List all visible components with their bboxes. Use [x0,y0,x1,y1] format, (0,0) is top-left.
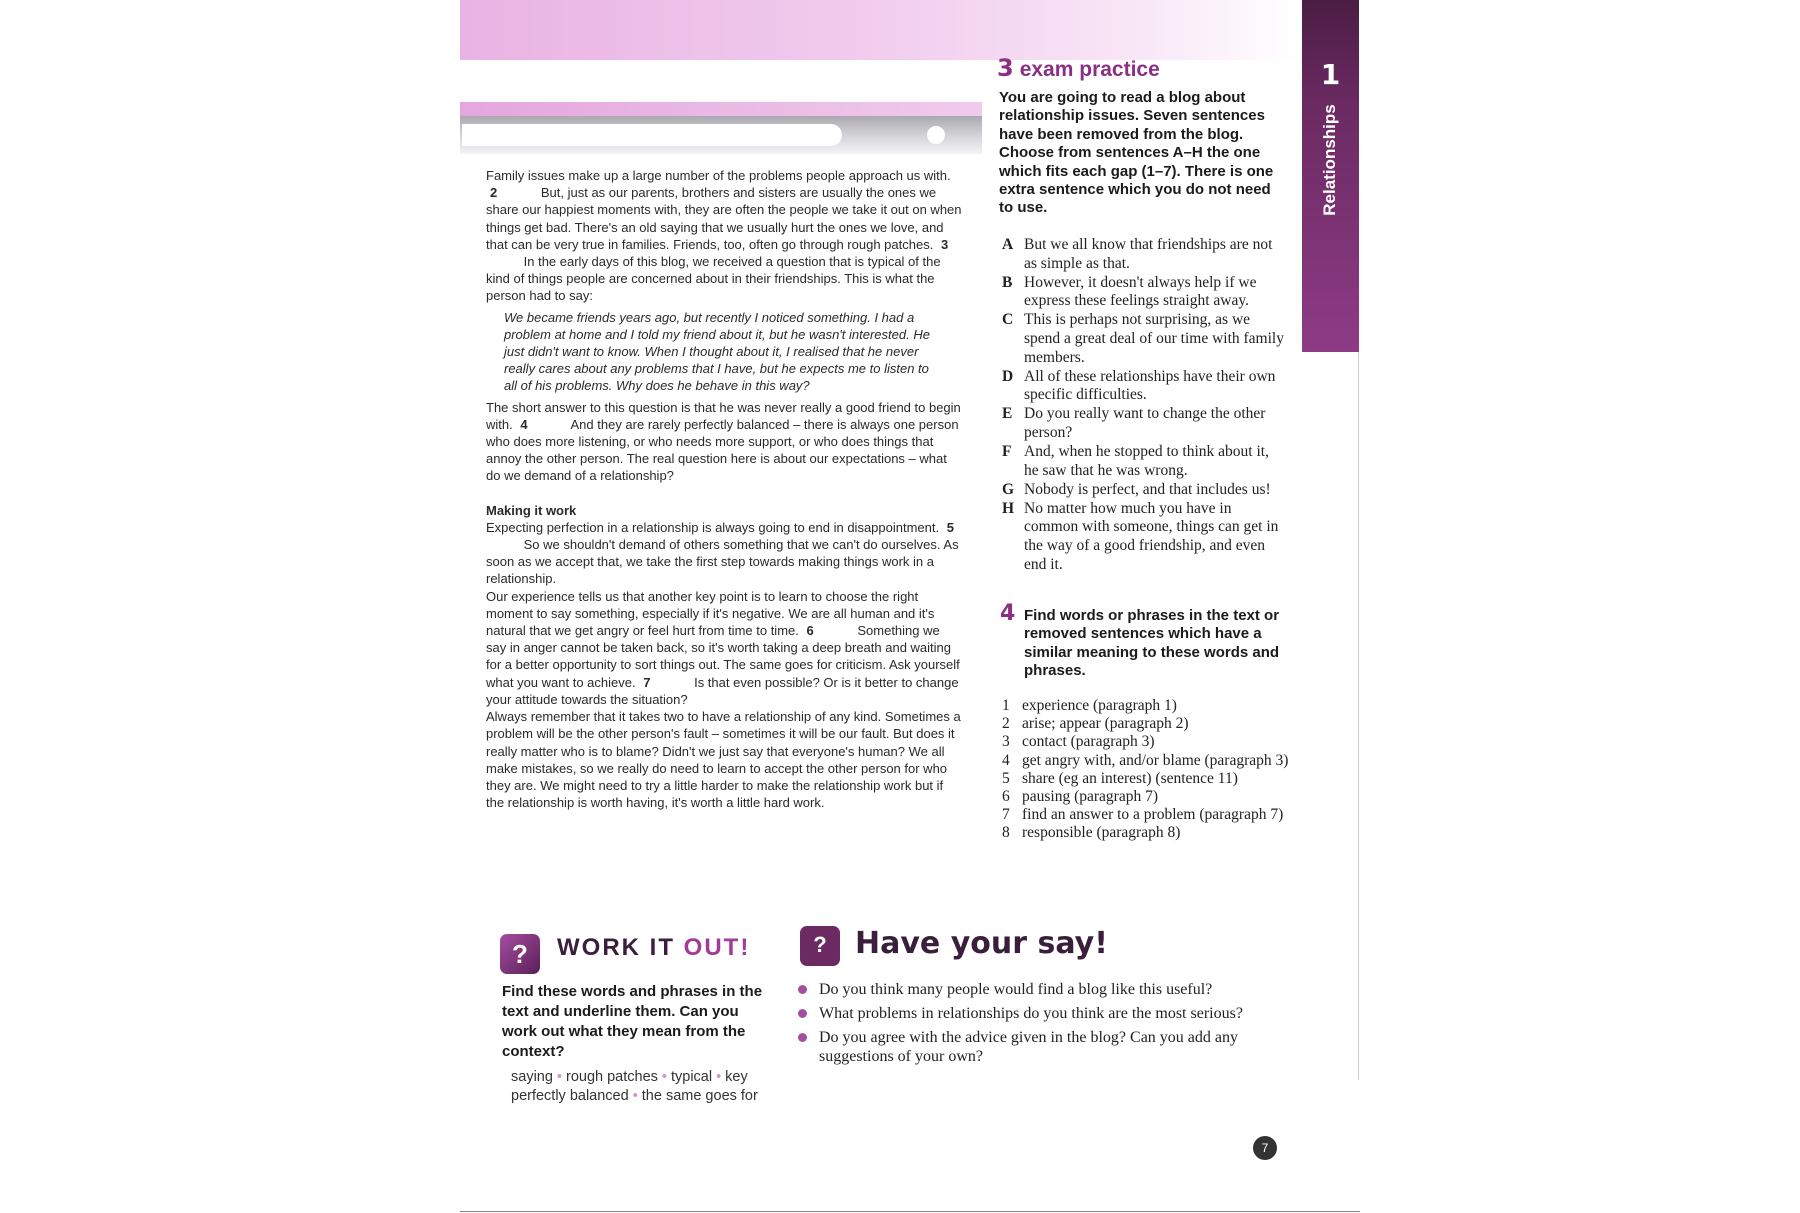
separator-dot: • [716,1069,722,1085]
option-item [1002,405,1287,442]
item-text: experience (paragraph 1) [1022,697,1177,714]
gap-number: 3 [940,236,949,252]
vocab-item [1002,733,1292,751]
vocab-item [1002,806,1292,824]
exercise3-instructions: You are going to read a blog about relationship issues. Seven sentences have been removed from the blog. Choose from sentences A–H the one which fits each gap (1–7). There is one extra sentence which you do not need to use. [999,89,1274,217]
text: And they are rarely perfectly balanced – there is always one person who does more listening, or who needs more support, or who does things that annoy the other person. The real question here is about our expectations – what do we demand of a relationship? [486,416,959,484]
gap-number: 6 [806,623,814,639]
vocab-item [1002,697,1292,715]
text: Expecting perfection in a relationship is always going to end in disappointment. [486,519,940,535]
page-bottom-edge [460,1211,1360,1212]
item-number: 2 [1002,715,1010,733]
option-letter: F [1002,443,1012,461]
header-dot [927,126,945,144]
bullet-icon [798,985,807,994]
text: In the early days of this blog, we received a question that is typical of the kind of things people are concerned about in their friendships. This is what the person had to say: [486,254,941,304]
header-title-bar [460,60,982,102]
item-number: 8 [1002,824,1010,842]
title-accent: OUT! [683,934,751,961]
option-letter: H [1002,499,1015,517]
text: Family issues make up a large number of the problems people approach us with. [486,168,951,183]
section-heading: Making it work [486,502,577,518]
option-letter: C [1002,311,1014,329]
vocab-item [1002,752,1292,770]
option-text: Do you really want to change the other person? [1024,405,1266,441]
gap-number: 5 [946,519,954,535]
item-text: find an answer to a problem (paragraph 7) [1022,806,1284,824]
blog-article [486,167,962,811]
bullet-icon [798,1009,807,1018]
item-text: contact (paragraph 3) [1022,733,1155,751]
exercise4-items [1002,697,1292,843]
question-text: Do you think many people would find a blog like this useful? [819,981,1213,998]
item-number: 6 [1002,788,1010,806]
option-item [1002,481,1287,500]
text: Is that even possible? Or is it better to change your attitude towards the situation? [486,674,959,707]
item-number: 3 [1002,733,1010,751]
discussion-question [796,1028,1296,1066]
separator-dot: • [661,1069,667,1085]
word: the same goes for [641,1088,758,1104]
reader-question: We became friends years ago, but recently I noticed something. I had a problem at home and I told my friend about it, but he wasn't interested. He just didn't want to know. When I thought about it, I realised that he never really cares about any problems that I have, but he expects me to listen to all of his problems. Why does he behave in this way? [504,309,930,394]
work-it-out-instructions: Find these words and phrases in the text and underline them. Can you work out what they mean from the context? [502,983,763,1060]
item-text: arise; appear (paragraph 2) [1022,715,1189,733]
have-your-say-questions [796,980,1296,1071]
paragraph [486,588,962,708]
exercise3-options [1002,236,1287,575]
discussion-question [796,980,1296,999]
item-number: 5 [1002,769,1010,787]
item-text: responsible (paragraph 8) [1022,824,1181,842]
text: Something we say in anger cannot be taken back, so it's worth taking a deep breath and waiting for a better opportunity to sort things out. The same goes for criticism. Ask yourself what you want to achieve. [486,623,960,690]
option-item [1002,443,1287,480]
item-number: 1 [1002,697,1010,714]
option-letter: D [1002,367,1014,385]
discussion-question [796,1004,1296,1023]
option-text: All of these relationships have their own specific difficulties. [1024,367,1276,404]
gap-number: 7 [643,674,651,690]
header-band [460,0,1300,60]
vocab-item [1002,715,1292,733]
option-item [1002,500,1287,574]
have-your-say-title: Have your say! [855,926,1108,961]
exercise4-heading [1000,601,1290,681]
option-item [1002,368,1287,405]
unit-label: Relationships [1320,104,1339,216]
page-number: 7 [1253,1136,1277,1160]
unit-number: 1 [1320,58,1341,91]
work-it-out-title [557,934,750,962]
item-text: share (eg an interest) (sentence 11) [1022,769,1238,787]
word: key [725,1069,748,1085]
separator-dot: • [556,1069,562,1085]
exercise3-title: exam practice [1019,58,1160,81]
option-letter: B [1002,273,1013,291]
exercise3-heading [997,54,1160,82]
header-pink-strip [460,102,982,116]
word: perfectly balanced [511,1088,629,1104]
option-letter: A [1002,236,1014,253]
text: The short answer to this question is that he was never really a good friend to begin with. [486,399,961,432]
option-item [1002,311,1287,367]
question-text: What problems in relationships do you think are the most serious? [819,1005,1243,1022]
page-right-edge [1358,350,1359,1080]
word: saying [511,1069,553,1085]
option-text: But we all know that friendships are not as simple as that. [1024,236,1273,272]
paragraph [486,167,962,305]
gap-number: 2 [490,185,498,201]
option-item [1002,274,1287,311]
speech-bubble-icon: ? [800,926,840,966]
text: So we shouldn't demand of others something that we can't do ourselves. As soon as we accept that, we take the first step towards making things work in a relationship. [486,537,959,587]
header-pill [462,124,842,146]
vocab-item [1002,824,1292,842]
question-bubble-icon: ? [500,934,540,974]
word: rough patches [566,1069,658,1085]
exercise3-number: 3 [997,54,1014,82]
vocab-item [1002,770,1292,788]
paragraph [486,519,962,588]
item-number: 7 [1002,806,1010,824]
exercise4-number: 4 [1000,601,1016,626]
paragraph [486,399,962,485]
separator-dot: • [632,1088,638,1104]
text: But, just as our parents, brothers and sisters are usually the ones we share our happiest moments with, they are often the people we take it out on when things get bad. There's an old saying that we usually hurt the ones we love, and that can be very true in families. Friends, too, often go through rough patches. [486,185,962,252]
exercise4-instructions: Find words or phrases in the text or removed sentences which have a similar meaning to these words and phrases. [1024,607,1280,680]
option-letter: E [1002,405,1013,423]
question-text: Do you agree with the advice given in the blog? Can you add any suggestions of your own? [819,1029,1238,1065]
vocab-item [1002,788,1292,806]
option-text: No matter how much you have in common with someone, things can get in the way of a good friendship, and even end it. [1024,499,1279,573]
option-letter: G [1002,480,1015,498]
work-it-out-words [511,1068,781,1106]
option-text: However, it doesn't always help if we express these feelings straight away. [1024,273,1257,310]
option-text: This is perhaps not surprising, as we spend a great deal of our time with family members. [1024,311,1284,366]
option-text: Nobody is perfect, and that includes us! [1024,480,1271,498]
option-text: And, when he stopped to think about it, he saw that he was wrong. [1024,443,1269,479]
title-part: WORK IT [557,934,675,961]
option-item [1002,236,1287,273]
text: Our experience tells us that another key point is to learn to choose the right moment to say something, especially if it's negative. We are all human and it's natural that we get angry or feel hurt from time to time. [486,588,935,639]
paragraph: Always remember that it takes two to have a relationship of any kind. Sometimes a problem will be the other person's fault – sometimes it will be our fault. But does it really matter who is to blame? Didn't we just say that everyone's human? We all make mistakes, so we really do need to learn to accept the other person for who they are. We might need to try a little harder to make the relationship work but if the relationship is worth having, it's worth a little hard work. [486,709,961,811]
word: typical [670,1069,713,1085]
item-text: get angry with, and/or blame (paragraph 3) [1022,751,1289,769]
item-number: 4 [1002,751,1010,769]
item-text: pausing (paragraph 7) [1022,788,1159,806]
bullet-icon [798,1033,807,1042]
gap-number: 4 [520,416,528,432]
